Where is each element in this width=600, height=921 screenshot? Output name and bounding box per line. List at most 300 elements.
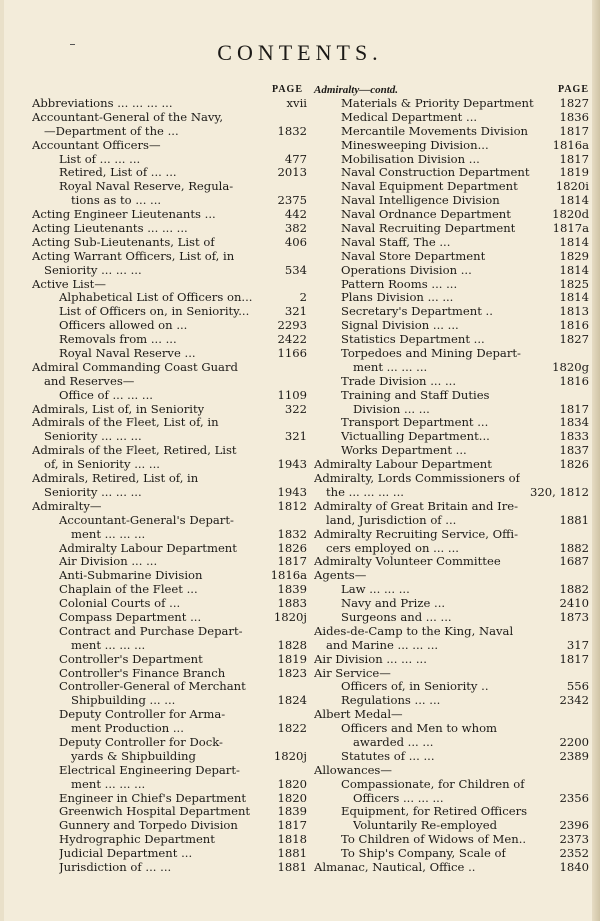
index-entry (314, 694, 589, 708)
right-entry-list (314, 97, 589, 875)
entry-label: Acting Sub-Lieutenants, List of (32, 235, 215, 249)
entry-label: Air Division ... ... ... (314, 652, 427, 666)
entry-page-number: 1813 (559, 305, 589, 319)
entry-page-number: 1883 (277, 597, 307, 611)
index-entry (314, 208, 589, 222)
index-entry (32, 111, 307, 125)
entry-label: Regulations ... ... (341, 694, 441, 708)
entry-label: land, Jurisdiction of ... (326, 513, 457, 527)
entry-label: Gunnery and Torpedo Division (59, 819, 238, 833)
index-entry (314, 847, 589, 861)
index-entry (314, 194, 589, 208)
index-entry (314, 680, 589, 694)
entry-page-number: 382 (284, 222, 307, 236)
entry-page-number: 1882 (559, 541, 589, 555)
entry-page-number: 1826 (277, 541, 307, 555)
entry-label: Agents— (314, 569, 367, 583)
entry-page-number: 1820d (552, 208, 589, 222)
entry-label: Signal Division ... ... (341, 319, 459, 333)
left-column (32, 84, 307, 875)
index-entry (32, 166, 307, 180)
index-entry (32, 792, 307, 806)
entry-label: Albert Medal— (314, 708, 403, 722)
index-entry (32, 305, 307, 319)
entry-page-number: 317 (566, 638, 589, 652)
index-entry (314, 472, 589, 486)
entry-page-number: 1687 (559, 555, 589, 569)
entry-page-number: 1816a (270, 569, 307, 583)
index-entry (314, 153, 589, 167)
book-spine (592, 0, 600, 921)
entry-label: Statutes of ... ... (341, 749, 435, 763)
entry-page-number: 1882 (559, 583, 589, 597)
entry-page-number: 1817 (559, 152, 589, 166)
index-entry (32, 389, 307, 403)
index-entry (314, 611, 589, 625)
entry-page-number: 2293 (277, 319, 307, 333)
entry-label: Admirals, List of, in Seniority (32, 402, 205, 416)
index-entry (314, 861, 589, 875)
entry-label: Victualling Department... (341, 430, 490, 444)
entry-label: ment ... ... ... (353, 360, 428, 374)
entry-page-number: 321 (284, 305, 307, 319)
entry-page-number: 1881 (277, 860, 307, 874)
entry-label: cers employed on ... ... (326, 541, 459, 555)
entry-label: Greenwich Hospital Department (59, 805, 251, 819)
entry-page-number: 1834 (559, 416, 589, 430)
entry-page-number: 1817 (277, 555, 307, 569)
entry-page-number: 1832 (277, 527, 307, 541)
entry-label: ment ... ... ... (71, 527, 146, 541)
index-entry (32, 458, 307, 472)
index-entry (32, 611, 307, 625)
entry-label: ment ... ... ... (71, 638, 146, 652)
entry-label: Contract and Purchase Depart- (59, 624, 243, 638)
left-entry-list (32, 97, 307, 875)
entry-page-number: 1814 (559, 291, 589, 305)
entry-page-number: 2410 (559, 597, 589, 611)
entry-label: Jurisdiction of ... ... (59, 860, 172, 874)
index-entry (314, 180, 589, 194)
index-entry (314, 278, 589, 292)
entry-label: Retired, List of ... ... (59, 166, 177, 180)
index-entry (32, 722, 307, 736)
entry-page-number: 534 (284, 263, 307, 277)
entry-label: Plans Division ... ... (341, 291, 454, 305)
index-entry (314, 416, 589, 430)
entry-label: Abbreviations ... ... ... ... (32, 97, 173, 110)
index-entry (314, 514, 589, 528)
entry-label: Minesweeping Division... (341, 138, 489, 152)
index-entry (32, 597, 307, 611)
entry-label: and Reserves— (44, 374, 135, 388)
index-entry (32, 153, 307, 167)
index-entry (314, 375, 589, 389)
entry-label: Naval Recruiting Department (341, 222, 516, 236)
entry-label: Admirals of the Fleet, Retired, List (32, 444, 237, 458)
index-entry (32, 333, 307, 347)
entry-label: Colonial Courts of ... (59, 597, 181, 611)
entry-page-number: 1817a (552, 222, 589, 236)
index-entry (32, 403, 307, 417)
entry-label: Law ... ... ... (341, 583, 410, 597)
entry-label: Controller-General of Merchant (59, 680, 246, 694)
index-entry (32, 264, 307, 278)
entry-label: Admiralty Labour Department (59, 541, 237, 555)
entry-label: Anti-Submarine Division (59, 569, 203, 583)
entry-label: Admiralty Volunteer Committee (314, 555, 501, 569)
index-entry (314, 139, 589, 153)
entry-label: To Children of Widows of Men.. (341, 833, 527, 847)
entry-label: Pattern Rooms ... ... (341, 277, 458, 291)
entry-page-number: 1829 (559, 249, 589, 263)
index-entry (32, 514, 307, 528)
index-entry (314, 458, 589, 472)
entry-label: Statistics Department ... (341, 333, 485, 347)
entry-label: Active List— (32, 277, 106, 291)
entry-page-number: 1943 (277, 458, 307, 472)
entry-page-number: 1825 (559, 277, 589, 291)
entry-page-number: 556 (566, 680, 589, 694)
entry-page-number: 2352 (559, 847, 589, 861)
index-entry (32, 319, 307, 333)
entry-label: Admirals of the Fleet, List of, in (32, 416, 219, 430)
index-entry (32, 639, 307, 653)
entry-page-number: 1820 (277, 791, 307, 805)
entry-label: Electrical Engineering Depart- (59, 763, 240, 777)
entry-page-number: 1828 (277, 638, 307, 652)
index-entry (32, 680, 307, 694)
index-entry (314, 639, 589, 653)
right-column-header (314, 84, 589, 97)
index-entry (314, 291, 589, 305)
index-entry (314, 792, 589, 806)
entry-label: Acting Engineer Lieutenants ... (32, 208, 216, 222)
entry-label: Engineer in Chief's Department (59, 791, 247, 805)
index-entry (314, 305, 589, 319)
entry-page-number: 1833 (559, 430, 589, 444)
entry-label: Accountant-General's Depart- (59, 513, 234, 527)
index-entry (32, 194, 307, 208)
entry-label: Acting Lieutenants ... ... ... (32, 222, 188, 236)
index-entry (32, 805, 307, 819)
entry-label: Controller's Department (59, 652, 203, 666)
entry-label: Royal Naval Reserve, Regula- (59, 180, 234, 194)
entry-page-number: 1873 (559, 610, 589, 624)
index-entry (314, 583, 589, 597)
index-entry (314, 166, 589, 180)
entry-page-number: 1827 (559, 97, 589, 110)
index-entry (32, 347, 307, 361)
entry-page-number: 2373 (559, 833, 589, 847)
entry-page-number: 1816 (559, 374, 589, 388)
entry-page-number: 406 (284, 235, 307, 249)
entry-page-number: 1817 (559, 124, 589, 138)
page-left-edge (0, 0, 4, 921)
page-title: CONTENTS. (217, 40, 383, 65)
entry-label: Trade Division ... ... (341, 374, 457, 388)
entry-label: Transport Department ... (341, 416, 489, 430)
entry-label: Deputy Controller for Arma- (59, 708, 226, 722)
entry-label: Surgeons and ... ... (341, 610, 452, 624)
entry-page-number: 1812 (277, 499, 307, 513)
entry-page-number: 2342 (559, 694, 589, 708)
entry-page-number: xvii (286, 97, 307, 110)
entry-label: Seniority ... ... ... (44, 485, 142, 499)
entry-label: Aides-de-Camp to the King, Naval (314, 624, 514, 638)
entry-page-number: 1814 (559, 263, 589, 277)
entry-label: Works Department ... (341, 444, 467, 458)
entry-label: Deputy Controller for Dock- (59, 735, 223, 749)
entry-label: and Marine ... ... ... (326, 638, 439, 652)
entry-page-number: 1822 (277, 722, 307, 736)
entry-page-number: 2396 (559, 819, 589, 833)
index-entry (32, 542, 307, 556)
entry-label: Secretary's Department .. (341, 305, 493, 319)
index-entry (314, 819, 589, 833)
entry-page-number: 2013 (277, 166, 307, 180)
index-entry (32, 361, 307, 375)
entry-page-number: 1817 (559, 652, 589, 666)
entry-label: awarded ... ... (353, 735, 434, 749)
entry-label: ment ... ... ... (71, 777, 146, 791)
index-entry (32, 861, 307, 875)
entry-label: List of ... ... ... (59, 152, 141, 166)
index-entry (314, 708, 589, 722)
entry-label: Office of ... ... ... (59, 388, 153, 402)
entry-label: Shipbuilding ... ... (71, 694, 176, 708)
entry-label: Admiralty Labour Department (314, 458, 492, 472)
index-entry (32, 819, 307, 833)
entry-page-number: 1823 (277, 666, 307, 680)
entry-label: Navy and Prize ... (341, 597, 446, 611)
entry-label: yards & Shipbuilding (71, 749, 196, 763)
entry-page-number: 1881 (277, 847, 307, 861)
entry-label: Seniority ... ... ... (44, 430, 142, 444)
index-entry (314, 264, 589, 278)
entry-page-number: 477 (284, 152, 307, 166)
entry-label: Chaplain of the Fleet ... (59, 583, 198, 597)
entry-label: Allowances— (314, 763, 392, 777)
index-entry (32, 500, 307, 514)
entry-label: Royal Naval Reserve ... (59, 347, 196, 361)
index-entry (314, 778, 589, 792)
index-entry (32, 291, 307, 305)
entry-page-number: 1839 (277, 583, 307, 597)
entry-page-number: 1837 (559, 444, 589, 458)
entry-page-number: 1839 (277, 805, 307, 819)
entry-label: ment Production ... (71, 722, 184, 736)
index-entry (314, 111, 589, 125)
index-entry (314, 500, 589, 514)
entry-page-number: 2422 (277, 333, 307, 347)
entry-label: Admiralty Recruiting Service, Offi- (314, 527, 518, 541)
entry-page-number: 1816 (559, 319, 589, 333)
index-entry (32, 736, 307, 750)
entry-page-number: 1836 (559, 110, 589, 124)
index-entry (314, 430, 589, 444)
entry-page-number: 1826 (559, 458, 589, 472)
entry-page-number: 1820i (555, 180, 589, 194)
entry-label: Naval Staff, The ... (341, 235, 451, 249)
index-entry (314, 333, 589, 347)
entry-label: Medical Department ... (341, 110, 478, 124)
entry-page-number: 320, 1812 (529, 485, 589, 499)
entry-page-number: 442 (284, 208, 307, 222)
entry-page-number: 1881 (559, 513, 589, 527)
entry-label: Division ... ... (353, 402, 430, 416)
index-entry (32, 472, 307, 486)
index-entry (32, 208, 307, 222)
index-entry (314, 125, 589, 139)
index-entry (32, 250, 307, 264)
entry-label: Air Service— (314, 666, 391, 680)
entry-label: Accountant Officers— (32, 138, 161, 152)
index-entry (32, 375, 307, 389)
entry-page-number: 1820j (273, 749, 307, 763)
index-entry (314, 667, 589, 681)
index-entry (32, 236, 307, 250)
entry-label: Admiral Commanding Coast Guard (32, 360, 238, 374)
index-entry (32, 653, 307, 667)
index-entry (314, 319, 589, 333)
entry-label: Mobilisation Division ... (341, 152, 480, 166)
index-entry (32, 569, 307, 583)
entry-label: Voluntarily Re-employed (353, 819, 497, 833)
entry-page-number: 1816a (552, 138, 589, 152)
entry-label: Naval Store Department (341, 249, 486, 263)
entry-page-number: 1818 (277, 833, 307, 847)
entry-label: Naval Intelligence Division (341, 194, 500, 208)
entry-page-number: 1814 (559, 235, 589, 249)
index-entry (32, 486, 307, 500)
entry-page-number: 321 (284, 430, 307, 444)
entry-page-number: 322 (284, 402, 307, 416)
index-entry (314, 722, 589, 736)
entry-page-number: 1817 (559, 402, 589, 416)
entry-page-number: 2200 (559, 735, 589, 749)
entry-page-number: 1820 (277, 777, 307, 791)
entry-label: Mercantile Movements Division (341, 124, 529, 138)
index-entry (32, 667, 307, 681)
entry-label: Training and Staff Duties (341, 388, 490, 402)
index-entry (32, 583, 307, 597)
index-entry (32, 222, 307, 236)
entry-page-number: 1166 (277, 347, 307, 361)
index-entry (32, 625, 307, 639)
entry-page-number: 1827 (559, 333, 589, 347)
index-entry (314, 805, 589, 819)
entry-label: Compassionate, for Children of (341, 777, 525, 791)
index-entry (32, 778, 307, 792)
entry-page-number: 1817 (277, 819, 307, 833)
index-entry (314, 833, 589, 847)
right-page-header: PAGE (557, 84, 589, 95)
entry-page-number: 1824 (277, 694, 307, 708)
index-entry (32, 750, 307, 764)
index-entry (32, 430, 307, 444)
entry-label: Controller's Finance Branch (59, 666, 226, 680)
entry-page-number: 1832 (277, 124, 307, 138)
entry-page-number: 2 (299, 291, 307, 305)
index-entry (314, 597, 589, 611)
index-entry (314, 361, 589, 375)
entry-label: Admirals, Retired, List of, in (32, 472, 199, 486)
entry-label: Admiralty— (32, 499, 102, 513)
index-entry (32, 416, 307, 430)
entry-label: tions as to ... ... (71, 194, 162, 208)
right-column (314, 84, 589, 875)
index-entry (314, 403, 589, 417)
index-entry (32, 125, 307, 139)
entry-label: List of Officers on, in Seniority... (59, 305, 250, 319)
index-entry (32, 833, 307, 847)
index-entry (32, 555, 307, 569)
index-entry (314, 97, 589, 111)
index-entry (32, 444, 307, 458)
index-entry (32, 764, 307, 778)
index-entry (32, 97, 307, 111)
entry-label: of, in Seniority ... ... (44, 458, 160, 472)
entry-label: Equipment, for Retired Officers (341, 805, 528, 819)
entry-page-number: 2375 (277, 194, 307, 208)
entry-label: Removals from ... ... (59, 333, 177, 347)
entry-page-number: 1819 (277, 652, 307, 666)
entry-label: Admiralty of Great Britain and Ire- (314, 499, 519, 513)
left-page-header: PAGE (271, 84, 303, 95)
index-entry (314, 625, 589, 639)
entry-label: Officers and Men to whom (341, 722, 498, 736)
index-entry (314, 236, 589, 250)
entry-label: Officers allowed on ... (59, 319, 188, 333)
index-entry (32, 278, 307, 292)
entry-label: Officers ... ... ... (353, 791, 444, 805)
index-entry (314, 542, 589, 556)
entry-page-number: 1819 (559, 166, 589, 180)
index-entry (314, 222, 589, 236)
index-entry (32, 180, 307, 194)
index-entry (314, 736, 589, 750)
entry-label: Air Division ... ... (59, 555, 158, 569)
entry-label: Naval Ordnance Department (341, 208, 511, 222)
index-entry (314, 389, 589, 403)
entry-label: Materials & Priority Department (341, 97, 534, 110)
entry-label: Torpedoes and Mining Depart- (341, 347, 521, 361)
entry-page-number: 1840 (559, 860, 589, 874)
index-entry (314, 653, 589, 667)
entry-label: Naval Equipment Department (341, 180, 518, 194)
entry-page-number: 2356 (559, 791, 589, 805)
index-entry (314, 569, 589, 583)
entry-label: Acting Warrant Officers, List of, in (32, 249, 235, 263)
entry-page-number: 1943 (277, 485, 307, 499)
entry-page-number: 1814 (559, 194, 589, 208)
entry-label: Compass Department ... (59, 610, 202, 624)
index-entry (32, 708, 307, 722)
index-entry (314, 764, 589, 778)
entry-page-number: 1820j (273, 610, 307, 624)
index-entry (314, 555, 589, 569)
entry-label: Hydrographic Department (59, 833, 215, 847)
index-entry (32, 139, 307, 153)
entry-label: —Department of the ... (44, 124, 179, 138)
index-entry (314, 750, 589, 764)
index-entry (32, 694, 307, 708)
entry-page-number: 2389 (559, 749, 589, 763)
index-entry (314, 347, 589, 361)
entry-label: the ... ... ... ... (326, 485, 404, 499)
entry-label: Alphabetical List of Officers on... (59, 291, 253, 305)
